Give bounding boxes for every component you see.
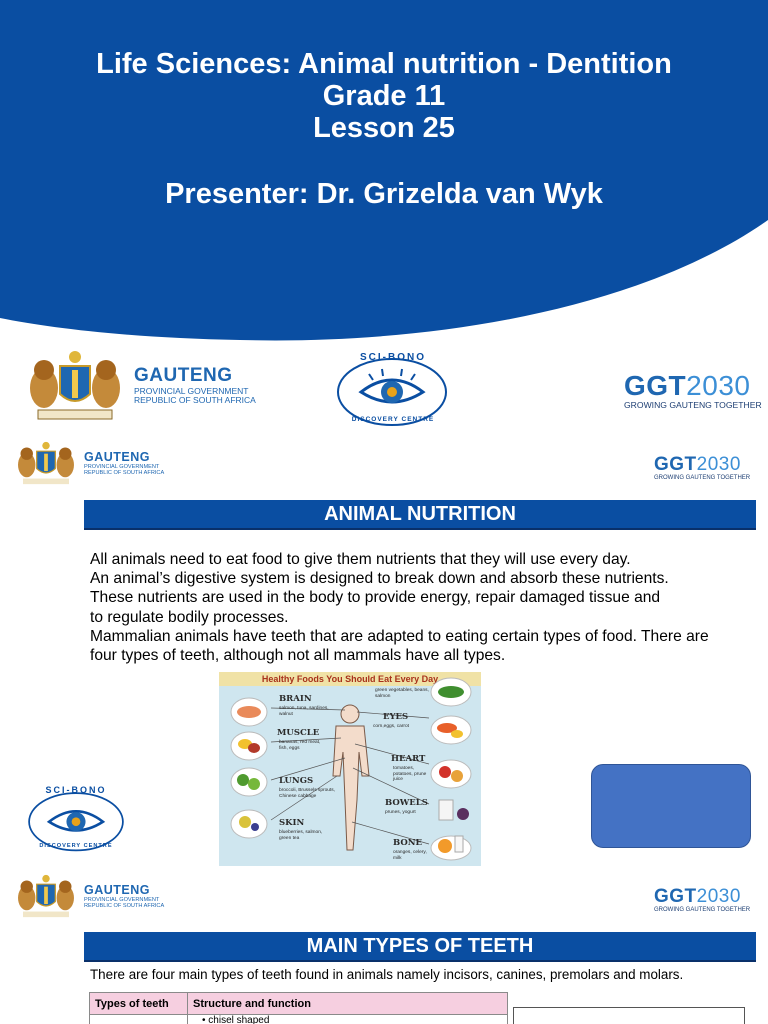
table-header-types: Types of teeth <box>90 993 188 1015</box>
gauteng-wordmark: GAUTENG <box>134 364 233 386</box>
title-block <box>0 48 768 210</box>
infographic-label-skin: SKIN <box>279 818 305 828</box>
paragraph-line: An animal’s digestive system is designed to break down and absorb these nutrients. <box>90 570 669 588</box>
gauteng-coat-of-arms-icon <box>24 348 126 422</box>
gauteng-logo-small-2 <box>14 873 164 919</box>
scibono-logo-large <box>333 352 451 428</box>
paragraph-line: All animals need to eat food to give them nutrients that they will use every day. <box>90 551 631 568</box>
infographic-label-bowels: BOWELS <box>385 798 428 808</box>
infographic-foods-skin: blueberries, salmon, green tea <box>279 830 323 841</box>
ggt-text: GGT <box>654 454 697 475</box>
infographic-label-muscle: MUSCLE <box>277 728 320 738</box>
section-heading-main-types-of-teeth: MAIN TYPES OF TEETH <box>84 932 756 962</box>
ggt-year: 2030 <box>696 454 741 475</box>
infographic-foods-heart: tomatoes, potatoes, prune juice <box>393 766 427 782</box>
infographic-foods-bowels: prunes, yogurt <box>385 810 416 815</box>
paragraph-line: to regulate bodily processes. <box>90 608 289 626</box>
gauteng-subline-2: REPUBLIC OF SOUTH AFRICA <box>134 395 256 405</box>
ggt-tagline: GROWING GAUTENG TOGETHER <box>654 475 751 481</box>
slide-title: Life Sciences: Animal nutrition - Dentition <box>96 48 672 80</box>
gauteng-subline-1: PROVINCIAL GOVERNMENT <box>84 463 160 470</box>
infographic-label-eyes: EYES <box>383 712 409 722</box>
presenter-label: Presenter: Dr. Grizelda van Wyk <box>165 178 603 210</box>
ggt2030-logo-small-2 <box>654 887 750 913</box>
grade-label: Grade 11 <box>322 80 446 112</box>
gauteng-logo-small <box>14 440 164 486</box>
table-row <box>90 1015 508 1024</box>
gauteng-wordmark: GAUTENG <box>84 449 150 464</box>
scibono-top-text: SCI-BONO <box>360 352 426 363</box>
infographic-label-lungs: LUNGS <box>279 776 314 786</box>
healthy-foods-infographic <box>219 672 481 866</box>
gauteng-logo-large <box>24 348 256 422</box>
infographic-title: Healthy Foods You Should Eat Every Day <box>219 672 481 686</box>
paragraph-line: These nutrients are used in the body to provide energy, repair damaged tissue and <box>90 589 661 607</box>
infographic-foods-brain: salmon, tuna, sardines, walnut <box>279 706 329 717</box>
scibono-bottom-text: DISCOVERY CENTRE <box>39 843 113 849</box>
ggt2030-logo-large <box>624 372 762 410</box>
teeth-image-frame <box>513 1007 745 1024</box>
scibono-bottom-text: DISCOVERY CENTRE <box>351 416 435 423</box>
gauteng-coat-of-arms-icon <box>14 873 78 919</box>
teeth-table <box>89 992 508 1024</box>
gauteng-subline-1: PROVINCIAL GOVERNMENT <box>84 896 160 903</box>
scibono-top-text: SCI-BONO <box>45 785 107 795</box>
infographic-label-heart: HEART <box>391 754 426 764</box>
blue-rounded-rectangle <box>591 764 751 848</box>
paragraph-line: Mammalian animals have teeth that are adapted to eating certain types of food. There are <box>90 627 709 645</box>
infographic-foods-eyes: corn,eggs, carrot <box>373 724 409 729</box>
infographic-foods-top: green vegetables, beans, salmon <box>375 688 429 699</box>
lesson-label: Lesson 25 <box>313 112 455 144</box>
section-heading-animal-nutrition: ANIMAL NUTRITION <box>84 500 756 530</box>
ggt-tagline: GROWING GAUTENG TOGETHER <box>624 400 762 410</box>
table-header-structure: Structure and function <box>188 993 508 1015</box>
gauteng-wordmark: GAUTENG <box>84 882 150 897</box>
table-header-row <box>90 993 508 1015</box>
ggt-tagline: GROWING GAUTENG TOGETHER <box>654 907 751 913</box>
teeth-intro-text: There are four main types of teeth found in animals namely incisors, canines, premolars and molars. <box>90 967 684 982</box>
table-cell <box>90 1015 188 1024</box>
gauteng-subline-2: REPUBLIC OF SOUTH AFRICA <box>84 470 165 476</box>
infographic-foods-muscle: bananas, red meat, fish, eggs <box>279 740 321 751</box>
ggt-year: 2030 <box>686 370 751 401</box>
infographic-label-bone: BONE <box>393 838 422 848</box>
table-cell: • chisel shaped <box>188 1015 508 1024</box>
ggt-text: GGT <box>654 886 697 907</box>
ggt-text: GGT <box>624 370 687 401</box>
gauteng-coat-of-arms-icon <box>14 440 78 486</box>
paragraph-line: four types of teeth, although not all mammals have all types. <box>90 647 506 665</box>
nutrition-paragraph <box>90 550 740 665</box>
title-banner <box>0 0 768 345</box>
infographic-artwork <box>219 672 481 866</box>
gauteng-subline-1: PROVINCIAL GOVERNMENT <box>134 385 249 396</box>
infographic-foods-bone: oranges, celery, milk <box>393 850 427 861</box>
infographic-label-brain: BRAIN <box>279 694 312 704</box>
infographic-foods-lungs: broccoli, Brussels sprouts, Chinese cabbage <box>279 788 335 799</box>
scibono-logo-small <box>24 787 128 853</box>
ggt-year: 2030 <box>696 886 741 907</box>
gauteng-subline-2: REPUBLIC OF SOUTH AFRICA <box>84 903 165 909</box>
ggt2030-logo-small <box>654 455 750 481</box>
